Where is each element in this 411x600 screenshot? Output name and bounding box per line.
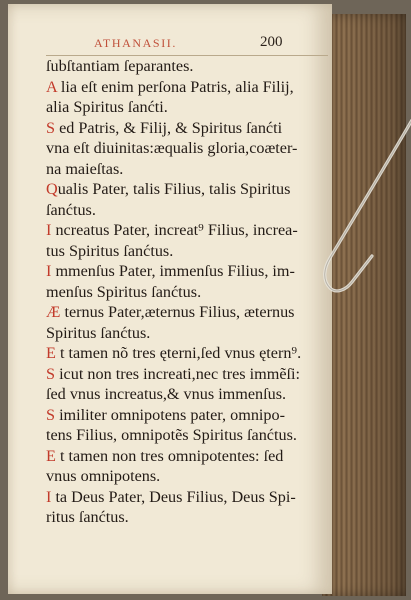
line-text: mmenſus Pater, immenſus Filius, im- [51,262,295,280]
text-line [46,405,326,426]
text-line [46,343,326,364]
rubric-initial: S [46,364,56,383]
rubric-initial: S [46,405,56,424]
text-line [46,364,326,385]
text-line [46,466,326,487]
text-line [46,487,326,508]
text-line [46,179,326,200]
line-text: vna eſt diuinitas:æqualis gloria,coæter- [46,139,298,157]
line-text: ta Deus Pater, Deus Filius, Deus Spi- [51,487,296,506]
rubric-initial: A [46,77,57,96]
text-line [46,446,326,467]
line-text: na maieſtas. [46,159,124,178]
text-line [46,241,326,262]
rubric-initial: E [46,446,56,465]
rubric-initial: I [46,487,52,506]
text-line [46,282,326,303]
line-text: menſus Spiritus ſanćtus. [46,282,202,301]
ribbon-bookmark [300,118,411,308]
text-line [46,261,326,282]
text-line [46,200,326,221]
text-line [46,323,326,344]
text-line [46,220,326,241]
text-line [46,77,326,98]
line-text: tens Filius, omnipotẽs Spiritus ſanćtus. [46,426,297,444]
text-line [46,56,326,77]
line-text: ncreatus Pater, increat⁹ Filius, increa- [51,221,298,239]
text-line [46,138,326,159]
line-text: imiliter omnipotens pater, omnipo- [55,405,285,424]
line-text: ed Patris, & Filij, & Spiritus ſanćti [55,118,283,137]
running-head: ATHANASII. [94,36,177,50]
line-text: ritus ſanćtus. [46,508,129,526]
line-text: vnus omnipotens. [46,467,161,485]
line-text: lia eſt enim perſona Patris, alia Filij, [56,77,294,96]
line-text: ualis Pater, talis Filius, talis Spiritus [57,180,291,198]
line-text: ſed vnus increatus,& vnus immenſus. [46,385,287,403]
page-number: 200 [260,34,283,50]
page-header [8,36,332,52]
line-text: Spiritus ſanćtus. [46,323,151,342]
text-block [46,56,326,528]
line-text: tus Spiritus ſanćtus. [46,241,174,260]
line-text: t tamen nõ tres ęterni,ſed vnus ętern⁹. [55,344,302,362]
rubric-initial: Æ [46,303,61,321]
line-text: ternus Pater,æternus Filius, æternus [60,303,295,321]
line-text: ſubſtantiam ſeparantes. [46,57,194,75]
rubric-initial: I [46,221,52,239]
book-page [8,4,332,594]
rubric-initial: E [46,344,56,362]
line-text: ſanćtus. [46,200,96,219]
text-line [46,384,326,405]
rubric-initial: Q [46,180,58,198]
text-line [46,507,326,528]
text-line [46,302,326,323]
line-text: icut non tres increati,nec tres immẽſi: [55,364,300,383]
rubric-initial: S [46,118,56,137]
text-line [46,159,326,180]
text-line [46,97,326,118]
text-line [46,118,326,139]
rubric-initial: I [46,262,52,280]
line-text: alia Spiritus ſanćti. [46,98,168,116]
line-text: t tamen non tres omnipotentes: ſed [55,446,284,465]
text-line [46,425,326,446]
